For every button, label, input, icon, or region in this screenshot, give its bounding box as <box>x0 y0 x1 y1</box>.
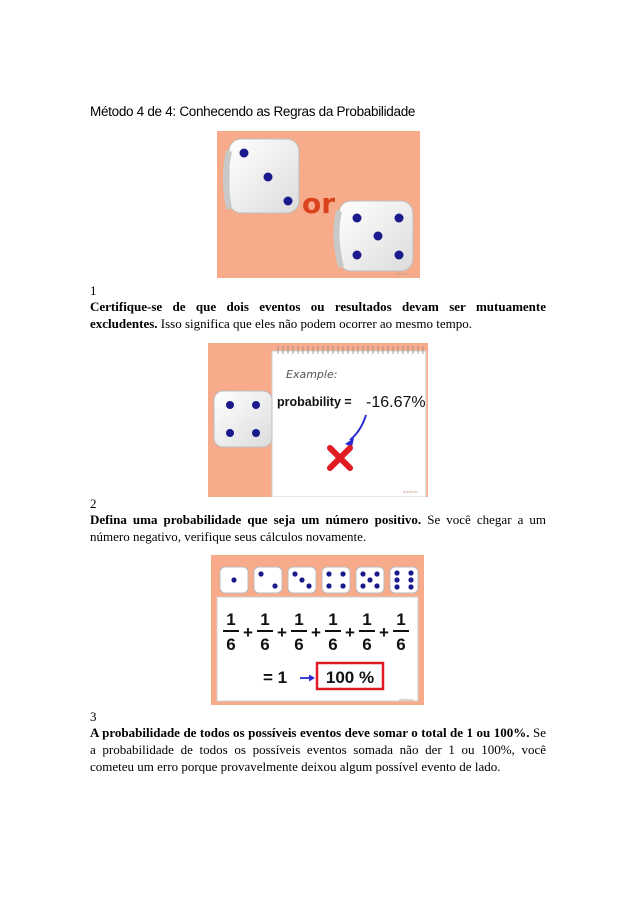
svg-text:1: 1 <box>260 610 270 629</box>
or-label: or <box>302 187 336 220</box>
step-2-body: Se você chegar a um número negativo, verifique seus cálculos novamente. <box>90 512 547 544</box>
svg-text:+: + <box>379 623 389 642</box>
svg-text:wikiHow: wikiHow <box>403 489 418 494</box>
negative-probability-illustration <box>208 343 428 497</box>
svg-text:+: + <box>345 623 355 642</box>
svg-text:1: 1 <box>226 610 236 629</box>
step-number: 3 <box>90 709 97 724</box>
svg-text:6: 6 <box>328 635 338 654</box>
die-five-icon <box>336 201 413 271</box>
probability-value: -16.67% <box>366 394 426 411</box>
die-four-icon <box>214 391 272 447</box>
die-three-icon <box>226 139 299 213</box>
step-number: 1 <box>90 283 97 298</box>
svg-text:1: 1 <box>328 610 338 629</box>
svg-text:+: + <box>311 623 321 642</box>
svg-text:wikiHow: wikiHow <box>399 697 414 702</box>
percent-value: 100 % <box>325 668 375 687</box>
svg-text:+: + <box>243 623 253 642</box>
svg-text:1: 1 <box>396 610 406 629</box>
probability-sum-illustration <box>211 555 424 705</box>
svg-text:wikiHow: wikiHow <box>395 271 410 276</box>
step-3-text <box>90 724 546 775</box>
step-1-text <box>90 298 546 332</box>
section-heading: Método 4 de 4: Conhecendo as Regras da Probabilidade <box>90 104 416 119</box>
equals-one: = 1 <box>263 668 288 687</box>
dice-or-illustration <box>217 131 420 278</box>
probability-label: probability = <box>277 395 352 409</box>
example-label: Example: <box>286 368 338 381</box>
svg-text:1: 1 <box>294 610 304 629</box>
step-2-text <box>90 511 546 545</box>
svg-text:6: 6 <box>294 635 304 654</box>
svg-text:6: 6 <box>362 635 372 654</box>
step-number: 2 <box>90 496 97 511</box>
step-3-bold: A probabilidade de todos os possíveis eventos deve somar o total de 1 ou 100%. <box>90 725 530 740</box>
svg-text:1: 1 <box>362 610 372 629</box>
step-1-body: Isso significa que eles não podem ocorrer ao mesmo tempo. <box>157 316 472 331</box>
svg-text:6: 6 <box>226 635 236 654</box>
step-3-body: Se a probabilidade de todos os possíveis eventos somada não der 1 ou 100%, você cometeu um erro porque provavelmente deixou algum possível evento de lado. <box>90 725 546 774</box>
die-row-icon <box>220 567 418 593</box>
step-2-bold: Defina uma probabilidade que seja um número positivo. <box>90 512 422 527</box>
step-1-bold: Certifique-se de que dois eventos ou resultados devam ser mutuamente excludentes. <box>90 299 546 331</box>
svg-text:6: 6 <box>260 635 270 654</box>
svg-text:6: 6 <box>396 635 406 654</box>
svg-text:+: + <box>277 623 287 642</box>
